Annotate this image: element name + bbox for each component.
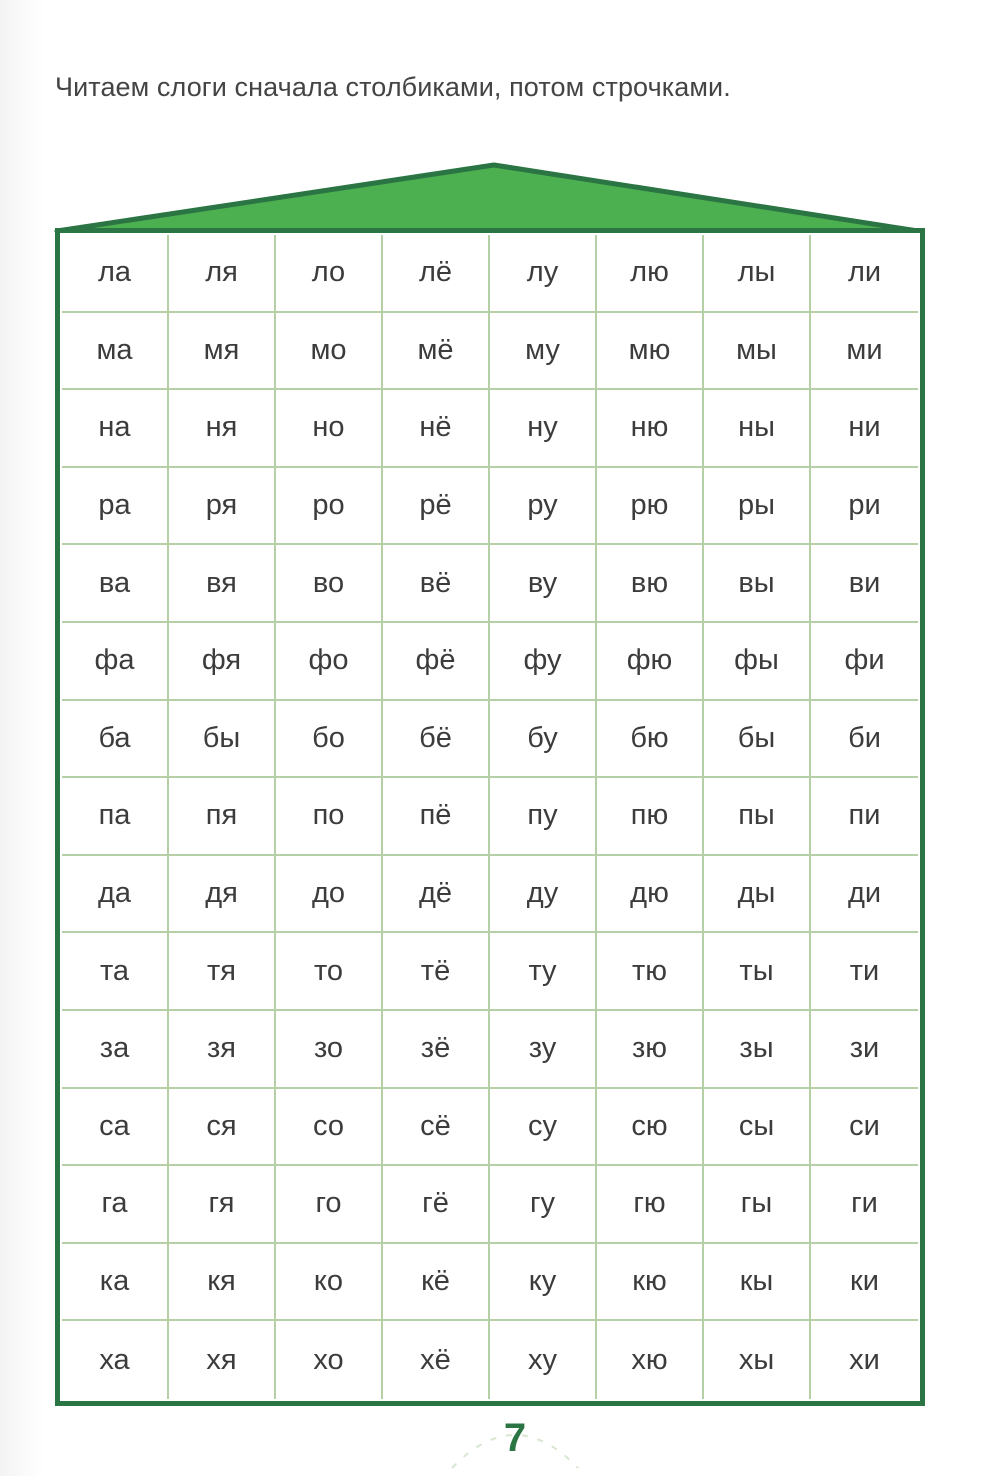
- syllable-cell: зё: [383, 1011, 490, 1089]
- syllable-cell: сы: [704, 1089, 811, 1167]
- syllable-cell: ви: [811, 545, 918, 623]
- syllable-cell: зо: [276, 1011, 383, 1089]
- syllable-cell: ми: [811, 313, 918, 391]
- syllable-cell: дя: [169, 856, 276, 934]
- page-number: 7: [503, 1416, 527, 1460]
- syllable-cell: гу: [490, 1166, 597, 1244]
- syllable-cell: со: [276, 1089, 383, 1167]
- syllable-cell: гя: [169, 1166, 276, 1244]
- syllable-cell: зя: [169, 1011, 276, 1089]
- syllable-cell: бы: [169, 701, 276, 779]
- syllable-cell: ну: [490, 390, 597, 468]
- syllable-cell: фо: [276, 623, 383, 701]
- syllable-cell: мы: [704, 313, 811, 391]
- syllable-cell: пё: [383, 778, 490, 856]
- syllable-cell: фю: [597, 623, 704, 701]
- syllable-cell: ти: [811, 933, 918, 1011]
- syllable-cell: рё: [383, 468, 490, 546]
- syllable-cell: зу: [490, 1011, 597, 1089]
- syllable-cell: хы: [704, 1321, 811, 1399]
- syllable-cell: ра: [62, 468, 169, 546]
- syllable-cell: су: [490, 1089, 597, 1167]
- house-roof: [0, 0, 1000, 240]
- syllable-cell: фи: [811, 623, 918, 701]
- syllable-cell: фя: [169, 623, 276, 701]
- syllable-cell: пу: [490, 778, 597, 856]
- syllable-cell: ды: [704, 856, 811, 934]
- syllable-cell: на: [62, 390, 169, 468]
- syllable-cell: ги: [811, 1166, 918, 1244]
- syllable-cell: да: [62, 856, 169, 934]
- syllable-cell: пи: [811, 778, 918, 856]
- syllable-cell: бу: [490, 701, 597, 779]
- syllable-cell: ку: [490, 1244, 597, 1322]
- syllable-cell: тю: [597, 933, 704, 1011]
- syllable-cell: во: [276, 545, 383, 623]
- syllable-cell: ля: [169, 235, 276, 313]
- syllable-cell: мя: [169, 313, 276, 391]
- syllable-cell: ру: [490, 468, 597, 546]
- syllable-cell: мё: [383, 313, 490, 391]
- syllable-cell: ду: [490, 856, 597, 934]
- syllable-cell: лы: [704, 235, 811, 313]
- syllable-cell: дё: [383, 856, 490, 934]
- syllable-cell: си: [811, 1089, 918, 1167]
- syllable-cell: пы: [704, 778, 811, 856]
- syllable-cell: ни: [811, 390, 918, 468]
- syllable-cell: ры: [704, 468, 811, 546]
- syllable-cell: пя: [169, 778, 276, 856]
- syllable-cell: вю: [597, 545, 704, 623]
- syllable-cell: лю: [597, 235, 704, 313]
- syllable-cell: ню: [597, 390, 704, 468]
- syllable-cell: гё: [383, 1166, 490, 1244]
- syllable-cell: ту: [490, 933, 597, 1011]
- syllable-cell: сю: [597, 1089, 704, 1167]
- syllable-cell: гы: [704, 1166, 811, 1244]
- syllable-cell: кё: [383, 1244, 490, 1322]
- syllable-cell: вы: [704, 545, 811, 623]
- syllable-cell: ки: [811, 1244, 918, 1322]
- syllable-cell: зю: [597, 1011, 704, 1089]
- syllable-cell: ва: [62, 545, 169, 623]
- syllable-cell: ро: [276, 468, 383, 546]
- syllable-cell: пю: [597, 778, 704, 856]
- syllable-cell: ху: [490, 1321, 597, 1399]
- syllable-cell: го: [276, 1166, 383, 1244]
- syllable-cell: кя: [169, 1244, 276, 1322]
- syllable-cell: га: [62, 1166, 169, 1244]
- syllable-cell: бё: [383, 701, 490, 779]
- syllable-cell: дю: [597, 856, 704, 934]
- syllable-cell: то: [276, 933, 383, 1011]
- syllable-cell: но: [276, 390, 383, 468]
- syllable-cell: ло: [276, 235, 383, 313]
- syllable-cell: бо: [276, 701, 383, 779]
- page-footer: [440, 1408, 590, 1476]
- syllable-cell: зи: [811, 1011, 918, 1089]
- syllable-cell: ря: [169, 468, 276, 546]
- syllable-cell: ву: [490, 545, 597, 623]
- syllable-cell: фё: [383, 623, 490, 701]
- syllable-cell: мо: [276, 313, 383, 391]
- syllable-cell: бю: [597, 701, 704, 779]
- syllable-cell: вя: [169, 545, 276, 623]
- roof-triangle: [57, 165, 918, 231]
- syllable-cell: ко: [276, 1244, 383, 1322]
- syllable-cell: нё: [383, 390, 490, 468]
- syllable-cell: хё: [383, 1321, 490, 1399]
- syllable-cell: фу: [490, 623, 597, 701]
- syllable-cell: ня: [169, 390, 276, 468]
- syllable-cell: кю: [597, 1244, 704, 1322]
- syllable-cell: ри: [811, 468, 918, 546]
- syllable-cell: бы: [704, 701, 811, 779]
- syllable-cell: кы: [704, 1244, 811, 1322]
- syllable-cell: тё: [383, 933, 490, 1011]
- syllable-cell: лу: [490, 235, 597, 313]
- syllable-cell: по: [276, 778, 383, 856]
- syllable-cell: до: [276, 856, 383, 934]
- syllable-cell: та: [62, 933, 169, 1011]
- syllable-cell: зы: [704, 1011, 811, 1089]
- syllable-cell: хо: [276, 1321, 383, 1399]
- syllable-cell: ны: [704, 390, 811, 468]
- syllable-cell: фа: [62, 623, 169, 701]
- syllable-cell: за: [62, 1011, 169, 1089]
- syllable-cell: фы: [704, 623, 811, 701]
- syllable-cell: мю: [597, 313, 704, 391]
- syllable-cell: лё: [383, 235, 490, 313]
- syllable-cell: ха: [62, 1321, 169, 1399]
- syllable-cell: вё: [383, 545, 490, 623]
- syllable-cell: ли: [811, 235, 918, 313]
- syllable-cell: ся: [169, 1089, 276, 1167]
- syllable-cell: рю: [597, 468, 704, 546]
- syllable-cell: сё: [383, 1089, 490, 1167]
- syllable-cell: хя: [169, 1321, 276, 1399]
- syllable-cell: гю: [597, 1166, 704, 1244]
- syllable-cell: па: [62, 778, 169, 856]
- syllable-table-frame: [55, 228, 925, 1406]
- syllable-cell: са: [62, 1089, 169, 1167]
- syllable-table: [62, 235, 918, 1399]
- syllable-cell: хю: [597, 1321, 704, 1399]
- syllable-cell: ты: [704, 933, 811, 1011]
- syllable-cell: би: [811, 701, 918, 779]
- syllable-cell: ма: [62, 313, 169, 391]
- syllable-cell: му: [490, 313, 597, 391]
- syllable-cell: тя: [169, 933, 276, 1011]
- syllable-cell: ка: [62, 1244, 169, 1322]
- syllable-cell: ба: [62, 701, 169, 779]
- syllable-cell: хи: [849, 1343, 880, 1376]
- instruction-text: Читаем слоги сначала столбиками, потом строчками.: [55, 72, 731, 102]
- syllable-cell: ла: [62, 235, 169, 313]
- syllable-cell: ди: [811, 856, 918, 934]
